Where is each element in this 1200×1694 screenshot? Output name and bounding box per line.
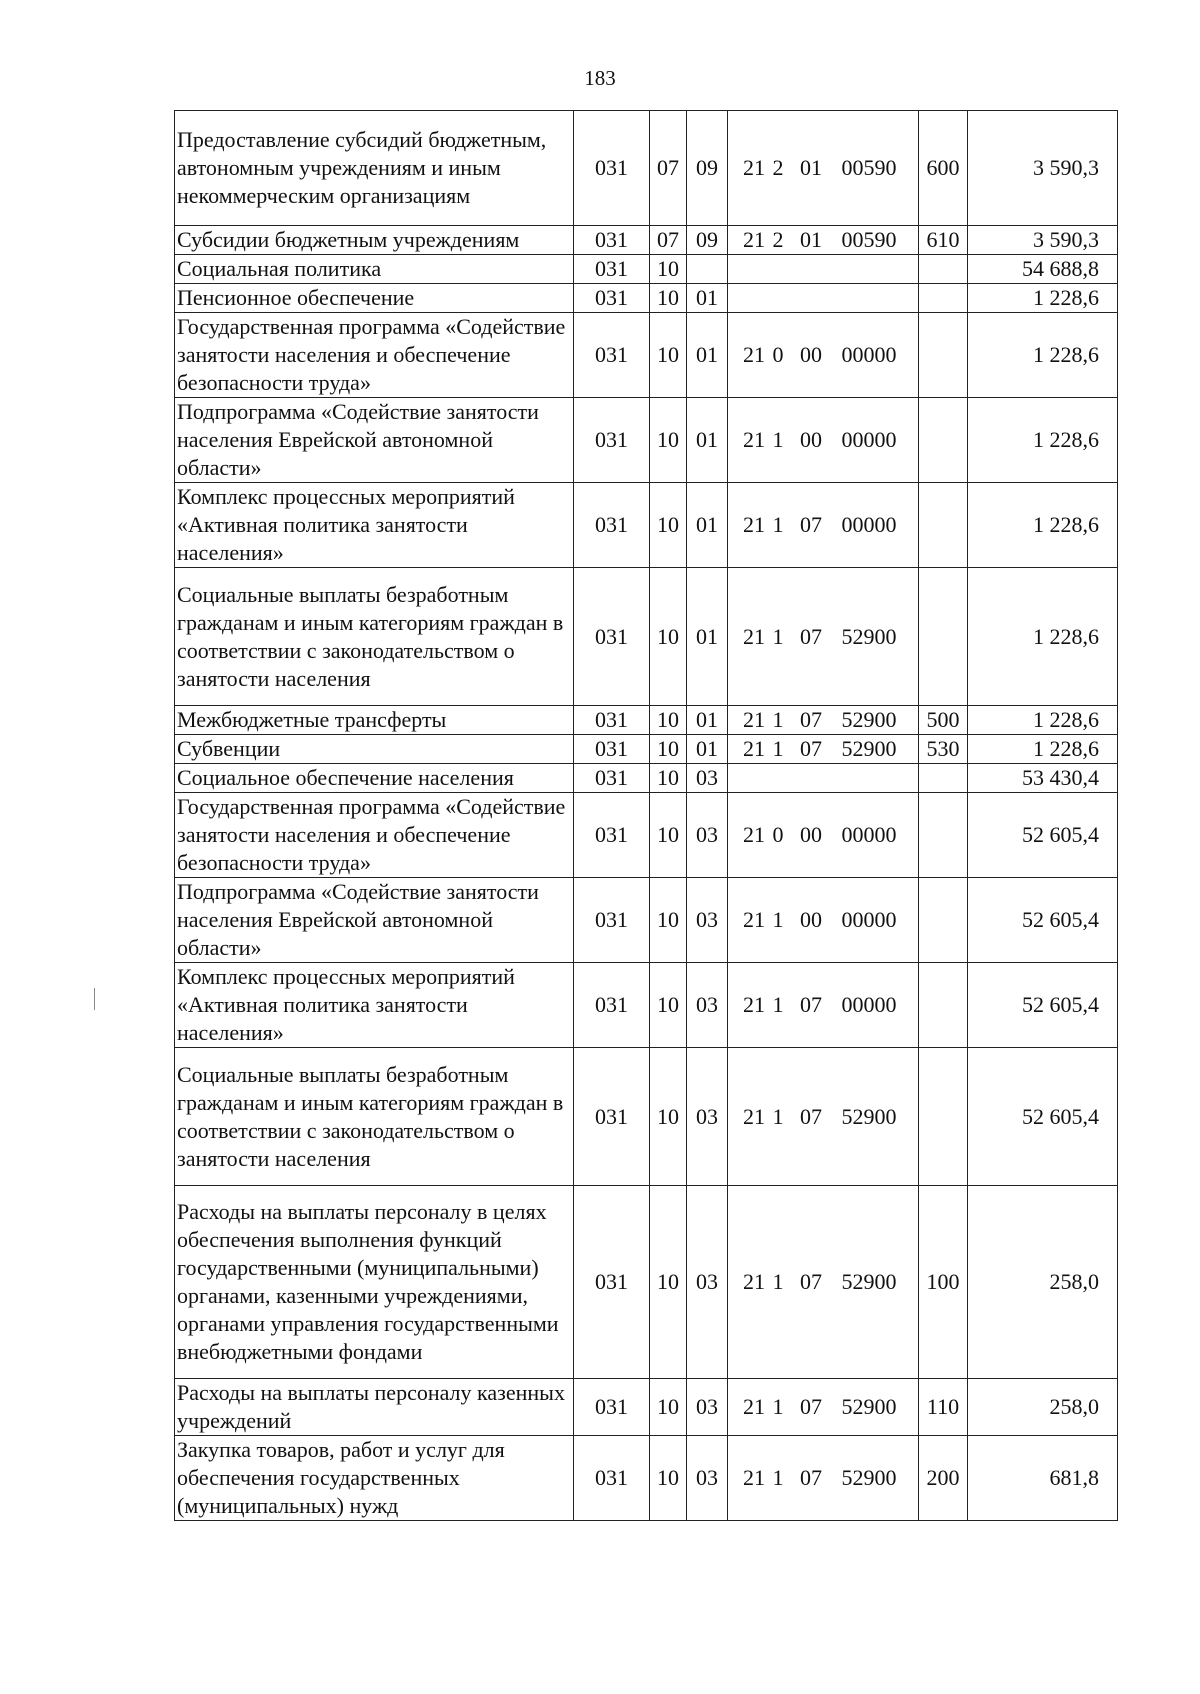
csr-part: 01 — [800, 227, 822, 252]
csr-cell — [728, 483, 919, 568]
gr-cell: 031 — [574, 398, 650, 483]
csr-part: 0 — [772, 342, 784, 367]
csr-part: 00 — [800, 342, 822, 367]
csr-part: 1 — [772, 1103, 784, 1129]
row-name-cell: Комплекс процессных мероприятий «Активная политика занятости населения» — [175, 483, 574, 568]
csr-part: 01 — [800, 155, 822, 180]
csr-cell — [728, 878, 919, 963]
row-name-cell: Субвенции — [175, 735, 574, 764]
pr-cell: 01 — [687, 313, 728, 398]
gr-cell: 031 — [574, 255, 650, 284]
csr-part: 52900 — [841, 1103, 897, 1129]
gr-cell: 031 — [574, 313, 650, 398]
row-name-cell: Предоставление субсидий бюджетным, автономным учреждениям и иным некоммерческим организациям — [175, 111, 574, 226]
csr-cell — [728, 398, 919, 483]
pr-cell: 03 — [687, 878, 728, 963]
sum-cell: 258,0 — [968, 1379, 1118, 1436]
table-row — [175, 963, 1118, 1048]
row-name-cell: Закупка товаров, работ и услуг для обеспечения государственных (муниципальных) нужд — [175, 1436, 574, 1521]
row-name-cell: Расходы на выплаты персоналу в целях обеспечения выполнения функций государственными (муниципальными) органами, казенными учреждениями, органами управления государственными внебюджетными фондами — [175, 1186, 574, 1379]
csr-part: 21 — [743, 1465, 765, 1490]
csr-part: 21 — [743, 155, 765, 180]
gr-cell: 031 — [574, 764, 650, 793]
csr-part: 07 — [800, 512, 822, 537]
gr-cell: 031 — [574, 226, 650, 255]
rz-cell: 10 — [650, 255, 687, 284]
rz-cell: 10 — [650, 764, 687, 793]
rz-cell: 10 — [650, 1186, 687, 1379]
vr-cell — [919, 568, 968, 706]
csr-part: 07 — [800, 1465, 822, 1490]
scan-mark — [94, 988, 95, 1010]
csr-part: 21 — [743, 1269, 765, 1294]
pr-cell: 03 — [687, 1436, 728, 1521]
pr-cell: 09 — [687, 226, 728, 255]
csr-cell — [728, 1436, 919, 1521]
csr-part: 21 — [743, 1394, 765, 1419]
sum-cell: 3 590,3 — [968, 111, 1118, 226]
table-row — [175, 483, 1118, 568]
page-number: 183 — [584, 66, 616, 90]
table-body — [175, 111, 1118, 1521]
sum-cell: 54 688,8 — [968, 255, 1118, 284]
csr-part: 1 — [772, 1269, 784, 1294]
sum-cell: 52 605,4 — [968, 878, 1118, 963]
gr-cell: 031 — [574, 1048, 650, 1186]
csr-cell — [728, 1048, 919, 1186]
rz-cell: 10 — [650, 735, 687, 764]
csr-cell — [728, 284, 919, 313]
vr-cell: 200 — [919, 1436, 968, 1521]
row-name-cell: Комплекс процессных мероприятий «Активная политика занятости населения» — [175, 963, 574, 1048]
csr-part: 07 — [800, 623, 822, 649]
rz-cell: 10 — [650, 878, 687, 963]
table-row — [175, 735, 1118, 764]
vr-cell — [919, 483, 968, 568]
csr-part: 21 — [743, 1103, 765, 1129]
table-row — [175, 313, 1118, 398]
table-row — [175, 111, 1118, 226]
vr-cell — [919, 878, 968, 963]
csr-part: 07 — [800, 1394, 822, 1419]
sum-cell: 1 228,6 — [968, 735, 1118, 764]
row-name-cell: Государственная программа «Содействие занятости населения и обеспечение безопасности труда» — [175, 793, 574, 878]
csr-part: 07 — [800, 1103, 822, 1129]
pr-cell: 09 — [687, 111, 728, 226]
pr-cell: 03 — [687, 1048, 728, 1186]
csr-part: 07 — [800, 1269, 822, 1294]
vr-cell — [919, 255, 968, 284]
rz-cell: 10 — [650, 706, 687, 735]
vr-cell — [919, 764, 968, 793]
csr-part: 2 — [772, 155, 784, 180]
csr-part: 00000 — [841, 992, 897, 1017]
table-row — [175, 1379, 1118, 1436]
sum-cell: 1 228,6 — [968, 284, 1118, 313]
gr-cell: 031 — [574, 568, 650, 706]
sum-cell: 1 228,6 — [968, 568, 1118, 706]
rz-cell: 10 — [650, 1436, 687, 1521]
pr-cell: 01 — [687, 735, 728, 764]
vr-cell — [919, 284, 968, 313]
vr-cell: 110 — [919, 1379, 968, 1436]
csr-part: 00000 — [841, 907, 897, 932]
csr-part: 52900 — [841, 1269, 897, 1294]
rz-cell: 10 — [650, 284, 687, 313]
csr-cell — [728, 735, 919, 764]
csr-part: 21 — [743, 992, 765, 1017]
table-row — [175, 226, 1118, 255]
gr-cell: 031 — [574, 963, 650, 1048]
row-name-cell: Субсидии бюджетным учреждениям — [175, 226, 574, 255]
vr-cell — [919, 313, 968, 398]
csr-cell — [728, 568, 919, 706]
pr-cell: 01 — [687, 483, 728, 568]
vr-cell: 530 — [919, 735, 968, 764]
csr-part: 1 — [772, 623, 784, 649]
csr-cell — [728, 226, 919, 255]
csr-cell — [728, 255, 919, 284]
rz-cell: 10 — [650, 568, 687, 706]
row-name-cell: Социальная политика — [175, 255, 574, 284]
row-name-cell: Межбюджетные трансферты — [175, 706, 574, 735]
pr-cell: 03 — [687, 1186, 728, 1379]
vr-cell — [919, 398, 968, 483]
csr-part: 1 — [772, 736, 784, 761]
csr-part: 00000 — [841, 822, 897, 847]
pr-cell: 03 — [687, 1379, 728, 1436]
row-name-cell: Государственная программа «Содействие занятости населения и обеспечение безопасности труда» — [175, 313, 574, 398]
csr-part: 21 — [743, 227, 765, 252]
gr-cell: 031 — [574, 284, 650, 313]
rz-cell: 10 — [650, 398, 687, 483]
gr-cell: 031 — [574, 1379, 650, 1436]
rz-cell: 07 — [650, 226, 687, 255]
csr-part: 52900 — [841, 623, 897, 649]
csr-part: 52900 — [841, 1394, 897, 1419]
csr-part: 1 — [772, 1394, 784, 1419]
csr-part: 00000 — [841, 427, 897, 452]
rz-cell: 10 — [650, 963, 687, 1048]
csr-part: 07 — [800, 736, 822, 761]
gr-cell: 031 — [574, 1186, 650, 1379]
pr-cell: 01 — [687, 398, 728, 483]
table-row — [175, 1048, 1118, 1186]
table-row — [175, 706, 1118, 735]
gr-cell: 031 — [574, 793, 650, 878]
sum-cell: 1 228,6 — [968, 483, 1118, 568]
csr-part: 07 — [800, 707, 822, 732]
vr-cell — [919, 1048, 968, 1186]
csr-cell — [728, 706, 919, 735]
gr-cell: 031 — [574, 1436, 650, 1521]
csr-part: 21 — [743, 736, 765, 761]
csr-cell — [728, 111, 919, 226]
csr-part: 00000 — [841, 512, 897, 537]
csr-part: 21 — [743, 707, 765, 732]
csr-part: 00 — [800, 427, 822, 452]
row-name-cell: Социальное обеспечение населения — [175, 764, 574, 793]
csr-part: 00590 — [841, 155, 897, 180]
pr-cell: 01 — [687, 568, 728, 706]
csr-part: 21 — [743, 907, 765, 932]
csr-part: 21 — [743, 512, 765, 537]
sum-cell: 52 605,4 — [968, 963, 1118, 1048]
csr-part: 1 — [772, 707, 784, 732]
vr-cell — [919, 963, 968, 1048]
table-row — [175, 255, 1118, 284]
rz-cell: 10 — [650, 1379, 687, 1436]
table-row — [175, 878, 1118, 963]
vr-cell: 100 — [919, 1186, 968, 1379]
csr-part: 00 — [800, 822, 822, 847]
table-row — [175, 1186, 1118, 1379]
gr-cell: 031 — [574, 483, 650, 568]
rz-cell: 10 — [650, 313, 687, 398]
csr-cell — [728, 764, 919, 793]
csr-part: 2 — [772, 227, 784, 252]
csr-part: 1 — [772, 427, 784, 452]
budget-table — [174, 110, 1118, 1521]
csr-part: 00590 — [841, 227, 897, 252]
gr-cell: 031 — [574, 735, 650, 764]
row-name-cell: Социальные выплаты безработным гражданам и иным категориям граждан в соответствии с законодательством о занятости населения — [175, 568, 574, 706]
csr-part: 21 — [743, 427, 765, 452]
table-row — [175, 398, 1118, 483]
pr-cell: 01 — [687, 706, 728, 735]
csr-part: 00 — [800, 907, 822, 932]
csr-part: 1 — [772, 512, 784, 537]
csr-part: 07 — [800, 992, 822, 1017]
row-name-cell: Пенсионное обеспечение — [175, 284, 574, 313]
csr-part: 0 — [772, 822, 784, 847]
csr-part: 1 — [772, 907, 784, 932]
sum-cell: 1 228,6 — [968, 706, 1118, 735]
csr-part: 00000 — [841, 342, 897, 367]
table-row — [175, 1436, 1118, 1521]
csr-part: 21 — [743, 623, 765, 649]
csr-part: 21 — [743, 342, 765, 367]
csr-cell — [728, 963, 919, 1048]
csr-cell — [728, 313, 919, 398]
pr-cell — [687, 255, 728, 284]
sum-cell: 1 228,6 — [968, 398, 1118, 483]
csr-part: 1 — [772, 1465, 784, 1490]
csr-cell — [728, 1186, 919, 1379]
csr-part: 52900 — [841, 707, 897, 732]
table-row — [175, 284, 1118, 313]
pr-cell: 01 — [687, 284, 728, 313]
table-row — [175, 568, 1118, 706]
sum-cell: 258,0 — [968, 1186, 1118, 1379]
table-row — [175, 764, 1118, 793]
pr-cell: 03 — [687, 963, 728, 1048]
table-row — [175, 793, 1118, 878]
gr-cell: 031 — [574, 706, 650, 735]
row-name-cell: Социальные выплаты безработным гражданам и иным категориям граждан в соответствии с законодательством о занятости населения — [175, 1048, 574, 1186]
sum-cell: 52 605,4 — [968, 793, 1118, 878]
csr-part: 1 — [772, 992, 784, 1017]
csr-part: 52900 — [841, 736, 897, 761]
rz-cell: 10 — [650, 793, 687, 878]
sum-cell: 53 430,4 — [968, 764, 1118, 793]
gr-cell: 031 — [574, 878, 650, 963]
gr-cell: 031 — [574, 111, 650, 226]
vr-cell: 500 — [919, 706, 968, 735]
row-name-cell: Расходы на выплаты персоналу казенных учреждений — [175, 1379, 574, 1436]
rz-cell: 10 — [650, 1048, 687, 1186]
vr-cell — [919, 793, 968, 878]
row-name-cell: Подпрограмма «Содействие занятости населения Еврейской автономной области» — [175, 878, 574, 963]
pr-cell: 03 — [687, 793, 728, 878]
sum-cell: 681,8 — [968, 1436, 1118, 1521]
sum-cell: 52 605,4 — [968, 1048, 1118, 1186]
csr-cell — [728, 1379, 919, 1436]
rz-cell: 07 — [650, 111, 687, 226]
pr-cell: 03 — [687, 764, 728, 793]
row-name-cell: Подпрограмма «Содействие занятости населения Еврейской автономной области» — [175, 398, 574, 483]
rz-cell: 10 — [650, 483, 687, 568]
sum-cell: 3 590,3 — [968, 226, 1118, 255]
sum-cell: 1 228,6 — [968, 313, 1118, 398]
csr-cell — [728, 793, 919, 878]
csr-part: 52900 — [841, 1465, 897, 1490]
vr-cell: 610 — [919, 226, 968, 255]
vr-cell: 600 — [919, 111, 968, 226]
csr-part: 21 — [743, 822, 765, 847]
